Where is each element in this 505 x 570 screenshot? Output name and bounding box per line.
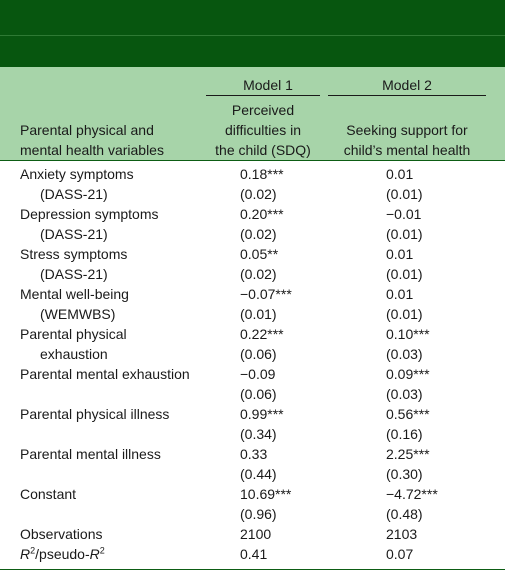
variables-heading-line: mental health variables [20, 142, 164, 158]
row-label: Depression symptoms [20, 206, 159, 222]
row-label: Anxiety symptoms [20, 166, 134, 182]
header-band-title [0, 35, 505, 67]
row-label: Mental well-being [20, 286, 129, 302]
model-1-value: 0.05** [240, 246, 279, 262]
row-label: Parental mental illness [20, 446, 161, 462]
table-row [0, 524, 505, 544]
model-1-value: (0.01) [240, 306, 277, 322]
table-row [0, 384, 505, 404]
model-2-outcome [328, 120, 486, 160]
model-1-value: 0.33 [240, 446, 268, 462]
model-1-value: (0.96) [240, 506, 277, 522]
superscript-2: 2 [99, 545, 105, 556]
model-1-value: (0.06) [240, 386, 277, 402]
model-1-value: (0.02) [240, 266, 277, 282]
row-label: (WEMWBS) [40, 306, 116, 322]
model-2-outcome-line: child’s mental health [343, 142, 471, 158]
table-row [0, 264, 505, 284]
table-header [0, 67, 505, 161]
model-1-value: 2100 [240, 526, 272, 542]
model-2-value: (0.01) [386, 306, 423, 322]
table-row [0, 544, 505, 564]
model-1-outcome-line: the child (SDQ) [215, 142, 311, 158]
row-label: Constant [20, 486, 77, 502]
model-2-value: 0.01 [386, 246, 414, 262]
pseudo-text: /pseudo- [35, 546, 90, 562]
model-2-value: 0.09*** [386, 366, 430, 382]
model-1-value: (0.44) [240, 466, 277, 482]
model-2-value: (0.16) [386, 426, 423, 442]
table-row [0, 304, 505, 324]
table-row [0, 404, 505, 424]
row-label: (DASS-21) [40, 186, 108, 202]
row-label: Observations [20, 526, 103, 542]
table-row [0, 424, 505, 444]
row-label: Stress symptoms [20, 246, 128, 262]
model-1-value: 0.41 [240, 546, 268, 562]
r-squared-label [20, 544, 105, 564]
model-2-value: 0.56*** [386, 406, 430, 422]
model-2-value: (0.30) [386, 466, 423, 482]
model-1-outcome [206, 100, 320, 160]
model-1-value: (0.02) [240, 226, 277, 242]
model-1-value: −0.07*** [240, 286, 292, 302]
model-2-value: 0.10*** [386, 326, 430, 342]
variables-heading-line: Parental physical and [20, 122, 154, 138]
model-2-heading: Model 2 [382, 77, 432, 93]
row-label: (DASS-21) [40, 226, 108, 242]
table-row [0, 184, 505, 204]
r-letter: R [20, 546, 31, 562]
model-1-value: 0.22*** [240, 326, 284, 342]
table-row [0, 164, 505, 184]
superscript-2: 2 [30, 545, 36, 556]
model-2-value: (0.03) [386, 346, 423, 362]
table-row [0, 364, 505, 384]
model-2-outcome-line: Seeking support for [346, 122, 468, 138]
table-row [0, 224, 505, 244]
row-label: Parental physical illness [20, 406, 170, 422]
model-1-value: −0.09 [240, 366, 276, 382]
row-label: (DASS-21) [40, 266, 108, 282]
model-2-value: (0.01) [386, 226, 423, 242]
row-label: Parental mental exhaustion [20, 366, 190, 382]
table-row [0, 504, 505, 524]
r-letter: R [89, 546, 100, 562]
table-row [0, 324, 505, 344]
model-2-value: (0.01) [386, 186, 423, 202]
model-2-rule [328, 95, 486, 96]
model-2-value: 0.07 [386, 546, 414, 562]
table-body [0, 161, 505, 570]
model-1-value: 10.69*** [240, 486, 292, 502]
model-1-value: (0.02) [240, 186, 277, 202]
model-1-value: 0.20*** [240, 206, 284, 222]
table-row [0, 204, 505, 224]
model-1-value: (0.06) [240, 346, 277, 362]
model-1-outcome-line: Perceived [231, 102, 295, 118]
table-row [0, 244, 505, 264]
table-row [0, 444, 505, 464]
model-1-heading: Model 1 [243, 77, 293, 93]
row-label: Parental physical [20, 326, 127, 342]
model-1-value: (0.34) [240, 426, 277, 442]
model-1-value: 0.18*** [240, 166, 284, 182]
table-row [0, 344, 505, 364]
model-2-value: 2.25*** [386, 446, 430, 462]
table-row [0, 464, 505, 484]
table-row [0, 284, 505, 304]
model-2-value: −4.72*** [386, 486, 438, 502]
model-2-value: 0.01 [386, 286, 414, 302]
table-row [0, 484, 505, 504]
variables-heading [20, 120, 164, 160]
model-2-value: (0.03) [386, 386, 423, 402]
model-2-value: (0.01) [386, 266, 423, 282]
header-band-top [0, 0, 505, 35]
model-1-outcome-line: difficulties in [224, 122, 301, 138]
row-label: exhaustion [40, 346, 108, 362]
model-1-rule [206, 95, 320, 96]
model-1-value: 0.99*** [240, 406, 284, 422]
model-2-value: −0.01 [386, 206, 422, 222]
model-2-value: (0.48) [386, 506, 423, 522]
model-2-value: 0.01 [386, 166, 414, 182]
model-2-value: 2103 [386, 526, 418, 542]
